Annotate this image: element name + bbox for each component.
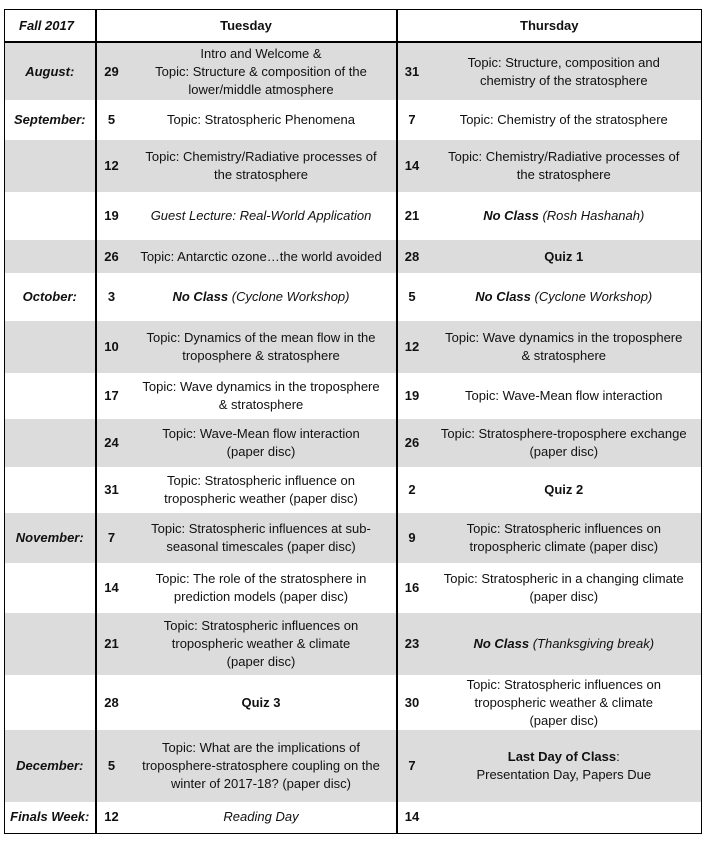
month-label: September: <box>5 100 96 140</box>
table-header-row <box>5 10 702 43</box>
thursday-date: 14 <box>397 140 427 192</box>
tuesday-date: 26 <box>96 240 127 273</box>
tuesday-date: 12 <box>96 140 127 192</box>
session-line: prediction models (paper disc) <box>173 589 349 604</box>
thursday-session <box>427 467 702 513</box>
tuesday-date: 31 <box>104 482 119 497</box>
thursday-session <box>427 373 702 419</box>
tuesday-date: 12 <box>104 809 119 825</box>
tuesday-session <box>127 675 397 730</box>
session-line: Topic: Stratospheric influences on <box>466 676 661 692</box>
session-line: troposphere & stratosphere <box>182 348 340 363</box>
session-line: tropospheric weather & climate <box>474 694 653 710</box>
thursday-session <box>427 802 702 833</box>
session-line: Intro and Welcome & <box>200 45 322 61</box>
tuesday-session <box>127 192 397 240</box>
last-day-label: Last Day of Class <box>507 749 617 764</box>
month-label: November: <box>5 513 96 563</box>
session-line: Topic: Stratosphere-troposphere exchange <box>440 426 687 441</box>
thursday-date: 26 <box>397 419 427 467</box>
thursday-session <box>427 563 702 613</box>
tuesday-date: 7 <box>96 513 127 563</box>
month-label <box>5 467 96 513</box>
session-line: tropospheric weather & climate <box>171 636 351 651</box>
tuesday-session <box>127 730 397 802</box>
session-line: lower/middle atmosphere <box>188 81 334 97</box>
thursday-date: 12 <box>397 321 427 373</box>
month-label: Finals Week: <box>5 802 96 833</box>
thursday-date: 5 <box>408 289 416 304</box>
thursday-session <box>427 321 702 373</box>
tuesday-date: 19 <box>104 208 119 223</box>
tuesday-session <box>127 419 397 467</box>
thursday-session <box>427 240 702 273</box>
session-note: (Cyclone Workshop) <box>530 289 653 304</box>
session-note: (Cyclone Workshop) <box>228 289 350 304</box>
thursday-date: 21 <box>404 208 420 223</box>
session-line: Topic: The role of the stratosphere in <box>155 571 367 586</box>
thursday-date: 31 <box>397 42 427 100</box>
thursday-date: 28 <box>397 240 427 273</box>
session-line: Topic: Dynamics of the mean flow in the <box>146 330 376 345</box>
thursday-session <box>427 273 702 321</box>
tuesday-date: 17 <box>104 388 119 403</box>
session-line: Presentation Day, Papers Due <box>476 767 652 782</box>
session-line: Topic: Structure, composition and <box>467 54 660 70</box>
thursday-session <box>427 613 702 675</box>
table-row <box>5 467 702 513</box>
table-row <box>5 42 702 100</box>
session-note: (Thanksgiving break) <box>529 636 655 651</box>
session-line: (paper disc) <box>529 444 599 459</box>
thursday-date: 23 <box>397 613 427 675</box>
month-label: August: <box>5 42 96 100</box>
thursday-header: Thursday <box>397 10 702 43</box>
tuesday-date: 5 <box>107 112 116 127</box>
thursday-session <box>427 730 702 802</box>
session-line: the stratosphere <box>214 167 308 182</box>
session-line: Topic: Wave-Mean flow interaction <box>465 388 663 403</box>
session-line: chemistry of the stratosphere <box>479 72 648 88</box>
session-line: tropospheric climate (paper disc) <box>469 539 659 554</box>
tuesday-date: 21 <box>96 613 127 675</box>
tuesday-session <box>127 140 397 192</box>
no-class-label: No Class <box>475 289 531 304</box>
quiz-label: Quiz 2 <box>544 482 584 497</box>
tuesday-date: 10 <box>96 321 127 373</box>
table-row <box>5 730 702 802</box>
month-label <box>5 140 96 192</box>
session-line: Topic: Stratospheric influences on <box>163 618 359 633</box>
table-row <box>5 273 702 321</box>
tuesday-date: 24 <box>96 419 127 467</box>
no-class-label: No Class <box>483 208 539 223</box>
table-row <box>5 100 702 140</box>
tuesday-session <box>127 321 397 373</box>
tuesday-header: Tuesday <box>96 10 397 43</box>
session-line: Guest Lecture: Real-World Application <box>150 208 372 223</box>
tuesday-date: 29 <box>96 42 127 100</box>
thursday-session <box>427 513 702 563</box>
table-row <box>5 563 702 613</box>
month-label <box>5 419 96 467</box>
thursday-date: 2 <box>408 482 416 497</box>
tuesday-date: 3 <box>107 289 116 304</box>
tuesday-date: 28 <box>104 694 119 710</box>
session-line: Topic: Wave dynamics in the troposphere <box>445 330 683 345</box>
month-label <box>5 240 96 273</box>
table-row <box>5 140 702 192</box>
thursday-date: 9 <box>397 513 427 563</box>
month-label <box>5 675 96 730</box>
thursday-date: 16 <box>404 580 420 595</box>
month-label <box>5 373 96 419</box>
no-class-label: No Class <box>172 289 229 304</box>
thursday-session <box>427 192 702 240</box>
session-line: (paper disc) <box>529 589 599 604</box>
thursday-date: 30 <box>404 694 420 710</box>
thursday-session <box>427 675 702 730</box>
session-line: Topic: Chemistry/Radiative processes of <box>448 149 680 164</box>
tuesday-session <box>127 563 397 613</box>
session-line: Topic: What are the implications of <box>162 740 360 755</box>
session-line: troposphere-stratosphere coupling on the <box>142 758 380 773</box>
month-label: December: <box>5 730 96 802</box>
session-line: Topic: Stratospheric Phenomena <box>167 112 355 127</box>
session-note: (Rosh Hashanah) <box>538 208 645 223</box>
tuesday-session <box>127 373 397 419</box>
session-line: Topic: Chemistry/Radiative processes of <box>145 149 377 164</box>
session-line: the stratosphere <box>516 167 611 182</box>
thursday-session <box>427 42 702 100</box>
month-label <box>5 192 96 240</box>
month-label: October: <box>5 273 96 321</box>
tuesday-session <box>127 802 397 833</box>
table-row <box>5 675 702 730</box>
thursday-date: 14 <box>404 809 420 825</box>
session-line: Topic: Stratospheric influences on <box>466 521 661 536</box>
thursday-date: 7 <box>397 730 427 802</box>
table-row <box>5 373 702 419</box>
session-line: Topic: Wave-Mean flow interaction <box>162 426 360 441</box>
table-row <box>5 192 702 240</box>
session-line: Topic: Structure & composition of the <box>155 63 367 79</box>
session-line: & stratosphere <box>521 348 607 363</box>
session-note: : <box>616 749 620 764</box>
session-line: Topic: Antarctic ozone…the world avoided <box>140 248 382 264</box>
session-line: Topic: Stratospheric in a changing climate <box>443 571 684 586</box>
tuesday-session <box>127 513 397 563</box>
session-line: seasonal timescales (paper disc) <box>166 539 356 554</box>
session-line: (paper disc) <box>226 654 296 669</box>
tuesday-session <box>127 467 397 513</box>
table-row <box>5 802 702 833</box>
thursday-session <box>427 140 702 192</box>
session-line: & stratosphere <box>218 397 304 412</box>
session-line: (paper disc) <box>226 444 296 459</box>
tuesday-session <box>127 100 397 140</box>
term-label: Fall 2017 <box>5 10 96 43</box>
table-row <box>5 321 702 373</box>
tuesday-session <box>127 240 397 273</box>
table-row <box>5 513 702 563</box>
month-label <box>5 613 96 675</box>
thursday-date: 19 <box>404 388 420 403</box>
tuesday-date: 14 <box>104 580 119 595</box>
session-line: Topic: Stratospheric influences at sub- <box>151 521 371 536</box>
thursday-date: 7 <box>408 112 416 127</box>
course-schedule-table <box>4 9 702 834</box>
thursday-session <box>427 419 702 467</box>
session-line: Topic: Stratospheric influence on <box>167 473 355 488</box>
session-line: Reading Day <box>223 809 299 825</box>
tuesday-session <box>127 613 397 675</box>
session-line: tropospheric weather (paper disc) <box>164 491 358 506</box>
tuesday-date: 5 <box>96 730 127 802</box>
session-line: winter of 2017-18? (paper disc) <box>171 776 351 791</box>
quiz-label: Quiz 1 <box>544 248 584 264</box>
session-line: Topic: Chemistry of the stratosphere <box>459 112 668 127</box>
quiz-label: Quiz 3 <box>241 694 281 710</box>
table-row <box>5 240 702 273</box>
table-row <box>5 613 702 675</box>
session-line: (paper disc) <box>529 712 599 728</box>
tuesday-session <box>127 42 397 100</box>
no-class-label: No Class <box>473 636 530 651</box>
table-row <box>5 419 702 467</box>
tuesday-session <box>127 273 397 321</box>
session-line: Topic: Wave dynamics in the troposphere <box>142 379 380 394</box>
month-label <box>5 321 96 373</box>
month-label <box>5 563 96 613</box>
thursday-session <box>427 100 702 140</box>
